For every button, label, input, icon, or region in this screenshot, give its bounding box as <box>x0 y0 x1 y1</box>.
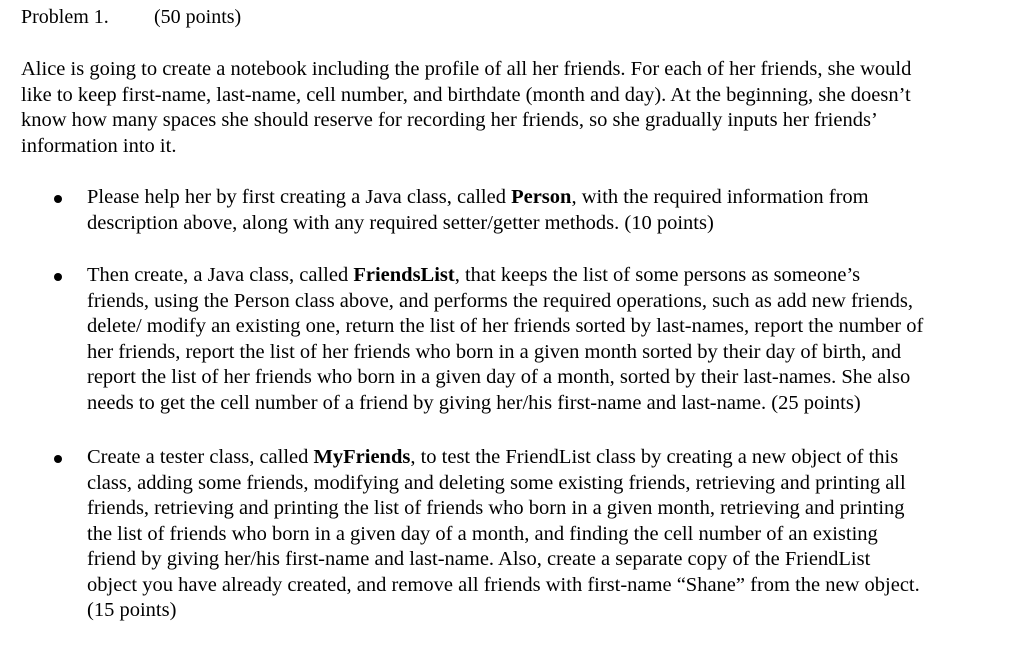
bullet-line: friends, using the Person class above, and performs the required operations, such as add new friends, <box>87 289 914 312</box>
bullet-text-pre: Then create, a Java class, called <box>87 264 354 286</box>
bullet-line: report the list of her friends who born in a given day of a month, sorted by their last-names. She also <box>87 366 911 388</box>
bullet-text-post: , to test the FriendList class by creating a new object of this <box>410 446 899 468</box>
bullet-line: object you have already created, and remove all friends with first-name “Shane” from the new object. <box>87 573 920 596</box>
bullet-line: her friends, report the list of her friends who born in a given month sorted by their day of birth, and <box>87 340 902 363</box>
bullet-line: needs to get the cell number of a friend by giving her/his first-name and last-name. (25 points) <box>87 391 861 414</box>
bullet-text-post: , that keeps the list of some persons as someone’s <box>454 264 861 286</box>
bullet-line: (15 points) <box>87 599 177 621</box>
intro-line: Alice is going to create a notebook including the profile of all her friends. For each of her friends, she would <box>21 58 912 80</box>
problem-points: (50 points) <box>154 6 242 28</box>
bullet-line: the list of friends who born in a given day of a month, and finding the cell number of an existing <box>87 522 878 545</box>
bullet-text <box>87 263 1007 416</box>
bullet-dot-icon <box>54 455 62 463</box>
problem-title: Problem 1. <box>21 6 109 28</box>
class-name-myfriends: MyFriends <box>313 446 411 468</box>
bullet-text-pre: Create a tester class, called <box>87 446 314 468</box>
intro-line: information into it. <box>21 134 177 157</box>
class-name-friendslist: FriendsList <box>353 264 455 286</box>
bullet-first-line <box>87 445 1007 471</box>
bullet-line: friend by giving her/his first-name and last-name. Also, create a separate copy of the FriendList <box>87 548 871 570</box>
bullet-dot-icon <box>54 195 62 203</box>
bullet-text <box>87 445 1007 624</box>
bullet-text-pre: Please help her by first creating a Java class, called <box>87 186 512 208</box>
problem-heading <box>21 5 242 30</box>
intro-line: know how many spaces she should reserve for recording her friends, so she gradually inputs her friends’ <box>21 109 878 131</box>
bullet-line: delete/ modify an existing one, return the list of her friends sorted by last-names, report the number of <box>87 315 924 337</box>
bullet-first-line <box>87 185 1007 211</box>
bullet-line: description above, along with any required setter/getter methods. (10 points) <box>87 211 714 234</box>
bullet-first-line <box>87 263 1007 289</box>
bullet-line: friends, retrieving and printing the list of friends who born in a given month, retrieving and printing <box>87 497 905 519</box>
intro-line: like to keep first-name, last-name, cell number, and birthdate (month and day). At the beginning, she doesn’t <box>21 83 911 106</box>
bullet-text <box>87 185 1007 236</box>
bullet-line: class, adding some friends, modifying and deleting some existing friends, retrieving and printing all <box>87 471 906 494</box>
intro-paragraph <box>21 57 1001 159</box>
class-name-person: Person <box>511 186 572 208</box>
bullet-text-post: , with the required information from <box>571 186 869 208</box>
bullet-dot-icon <box>54 273 62 281</box>
